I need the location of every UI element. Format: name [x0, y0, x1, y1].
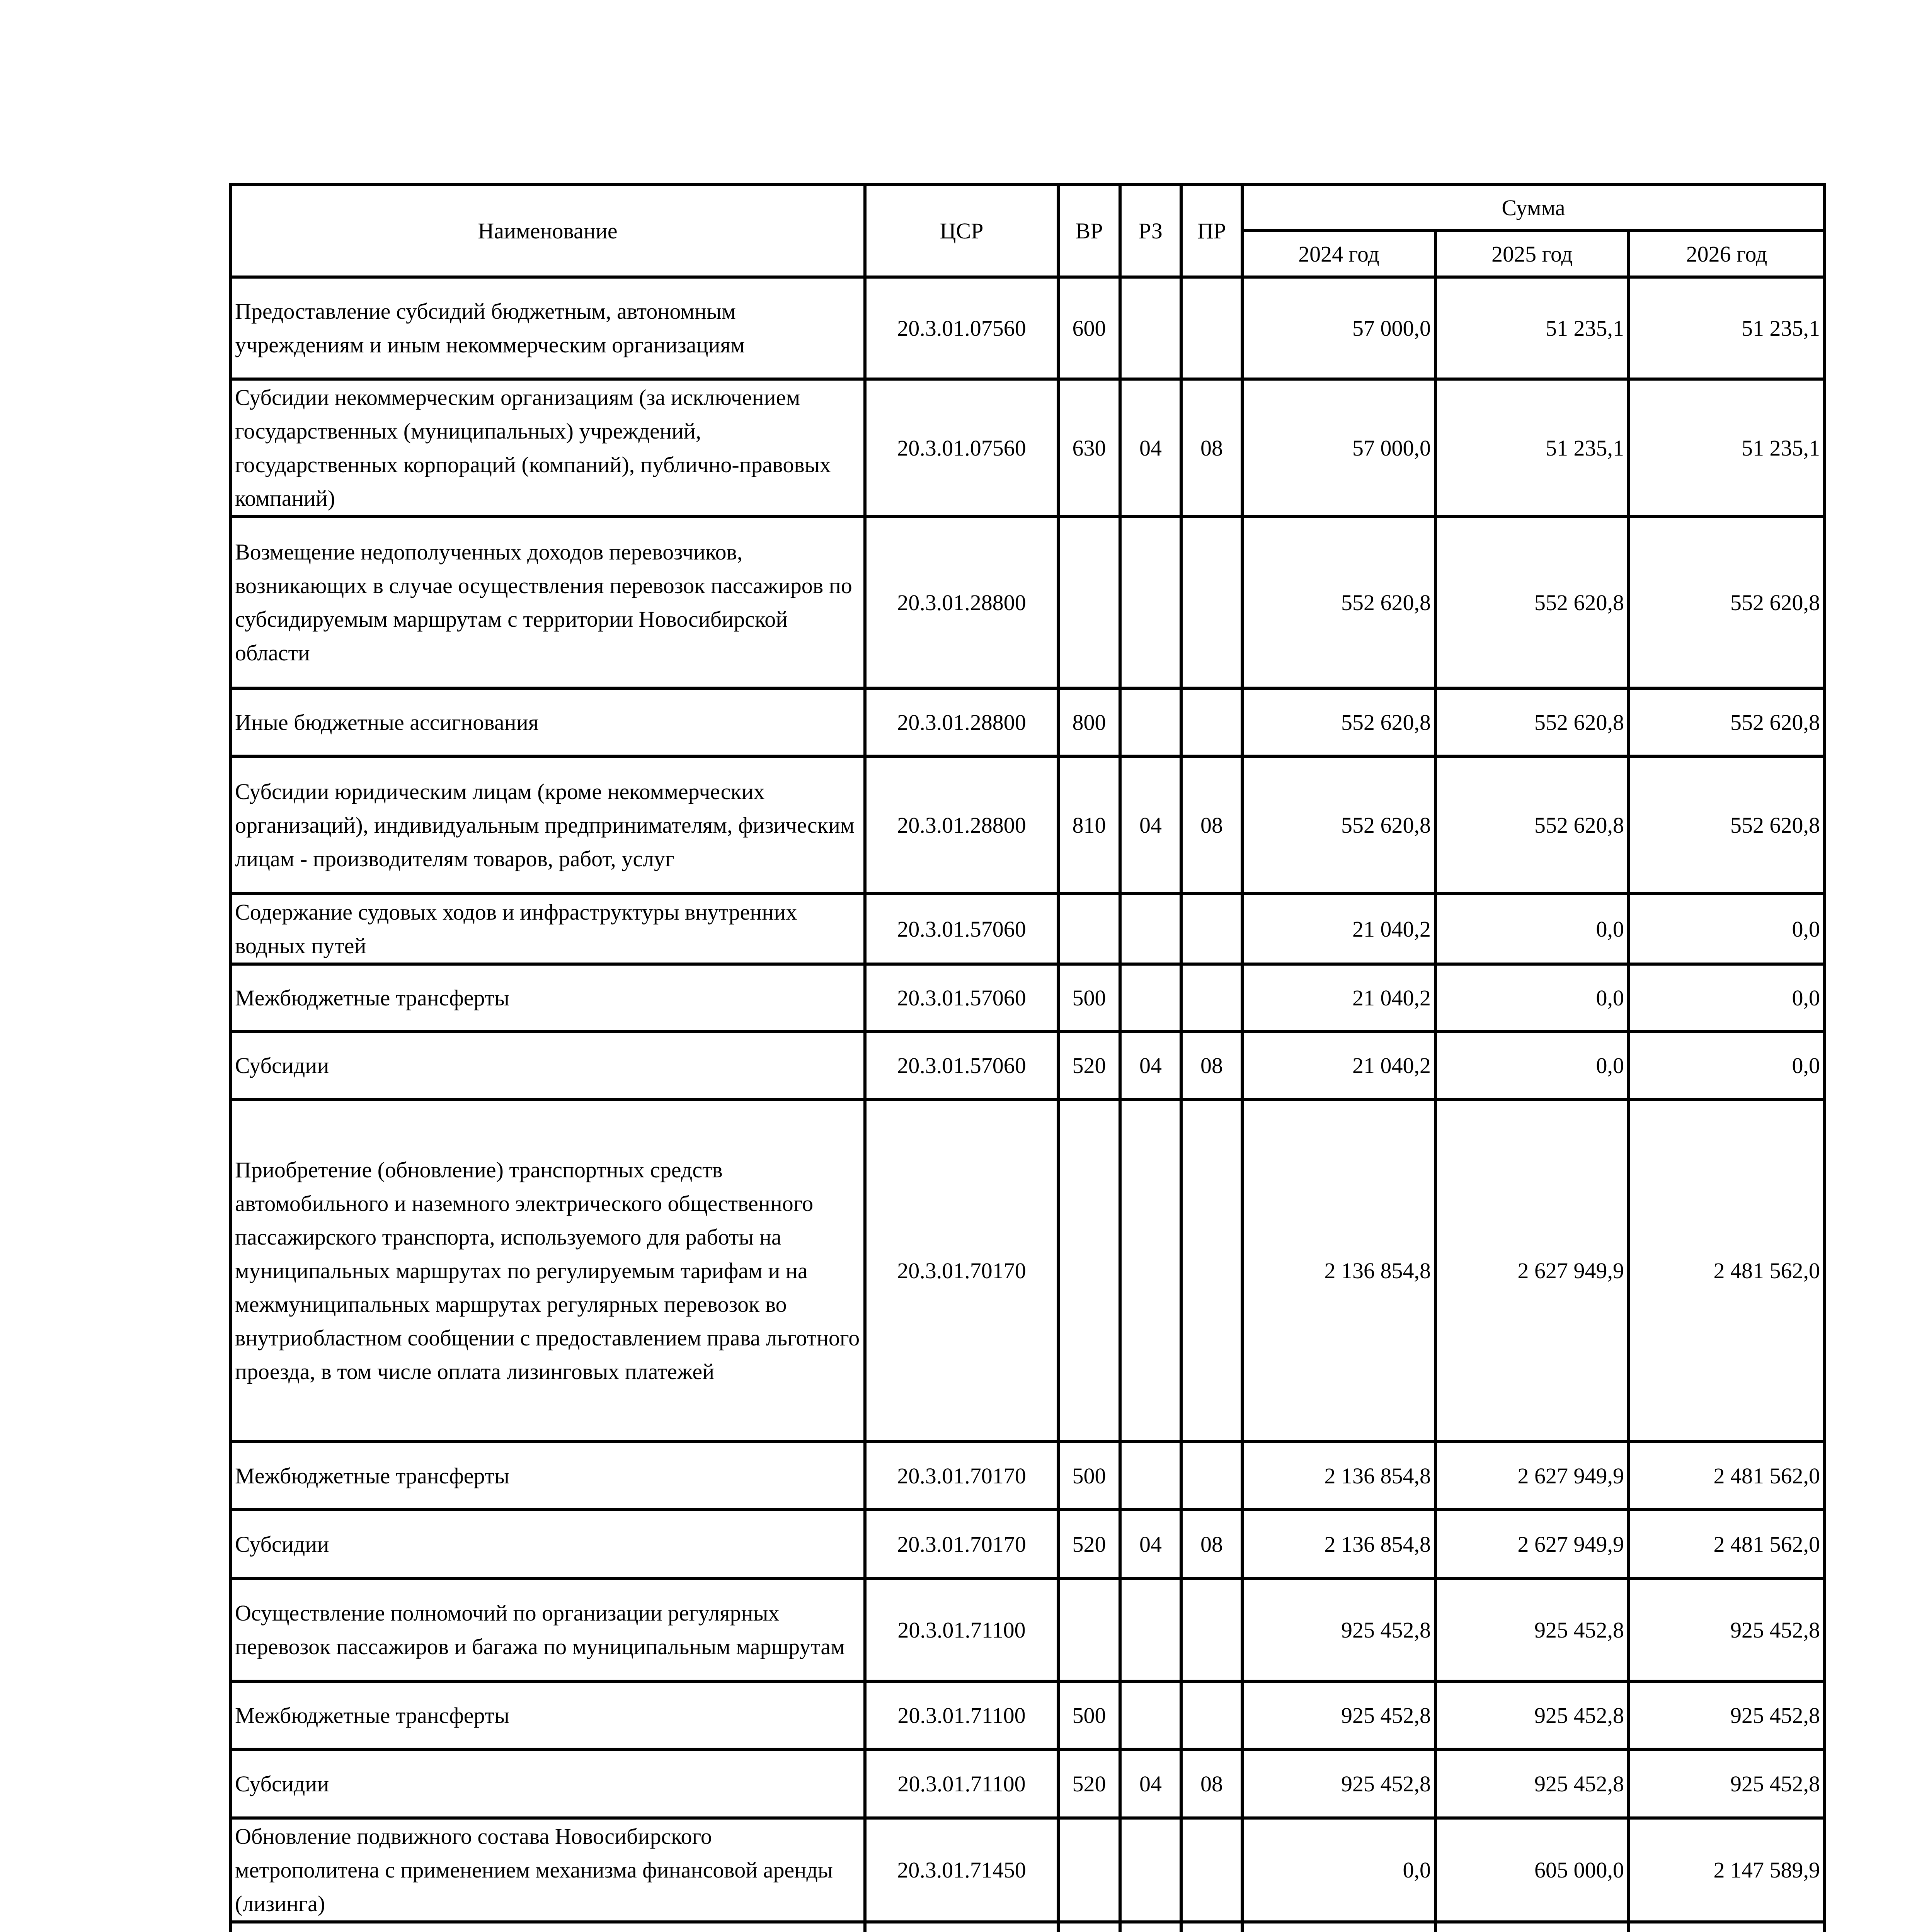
item-sum-2025: 925 452,8: [1435, 1578, 1629, 1681]
item-vr: 500: [1058, 964, 1120, 1031]
item-sum-2025: 51 235,1: [1435, 277, 1629, 379]
item-sum-2024: 2 136 854,8: [1242, 1510, 1435, 1578]
item-sum-2025: [1435, 1922, 1629, 1932]
item-vr: [1058, 1578, 1120, 1681]
table-row: [230, 517, 1825, 688]
item-vr: 600: [1058, 277, 1120, 379]
item-sum-2025: 51 235,1: [1435, 379, 1629, 517]
item-pr: [1181, 277, 1242, 379]
item-rz: 04: [1120, 379, 1181, 517]
item-rz: [1120, 1578, 1181, 1681]
item-pr: [1181, 1818, 1242, 1922]
header-rz: РЗ: [1120, 184, 1181, 277]
item-sum-2025: 0,0: [1435, 1031, 1629, 1099]
item-sum-2025: 2 627 949,9: [1435, 1099, 1629, 1442]
budget-table: [229, 183, 1826, 1932]
table-row: [230, 964, 1825, 1031]
item-name: Иные бюджетные ассигнования: [230, 688, 865, 756]
item-pr: 08: [1181, 379, 1242, 517]
item-sum-2024: 2 136 854,8: [1242, 1099, 1435, 1442]
item-csr: 20.3.01.70170: [865, 1510, 1058, 1578]
item-sum-2024: 552 620,8: [1242, 517, 1435, 688]
item-csr: 20.3.01.07560: [865, 379, 1058, 517]
item-csr: 20.3.01.07560: [865, 277, 1058, 379]
item-sum-2025: 925 452,8: [1435, 1749, 1629, 1818]
item-sum-2026: 0,0: [1629, 964, 1825, 1031]
item-vr: 500: [1058, 1442, 1120, 1510]
item-pr: 08: [1181, 1749, 1242, 1818]
item-pr: [1181, 1922, 1242, 1932]
header-vr: ВР: [1058, 184, 1120, 277]
item-sum-2024: 57 000,0: [1242, 277, 1435, 379]
table-row: [230, 1442, 1825, 1510]
item-rz: [1120, 277, 1181, 379]
item-csr: 20.3.01.28800: [865, 517, 1058, 688]
item-sum-2026: 925 452,8: [1629, 1749, 1825, 1818]
item-rz: [1120, 1922, 1181, 1932]
item-vr: 520: [1058, 1749, 1120, 1818]
item-sum-2026: 2 481 562,0: [1629, 1442, 1825, 1510]
item-rz: 04: [1120, 1031, 1181, 1099]
item-csr: 20.3.01.71450: [865, 1818, 1058, 1922]
table-row: [230, 1922, 1825, 1932]
item-vr: 800: [1058, 688, 1120, 756]
item-sum-2026: 2 481 562,0: [1629, 1510, 1825, 1578]
item-sum-2024: 21 040,2: [1242, 1031, 1435, 1099]
item-pr: [1181, 964, 1242, 1031]
table-row: [230, 1578, 1825, 1681]
item-sum-2025: 552 620,8: [1435, 517, 1629, 688]
item-sum-2024: 21 040,2: [1242, 964, 1435, 1031]
item-pr: [1181, 894, 1242, 964]
item-name: Субсидии: [230, 1749, 865, 1818]
item-rz: [1120, 1442, 1181, 1510]
table-row: [230, 1681, 1825, 1749]
item-sum-2025: 2 627 949,9: [1435, 1510, 1629, 1578]
item-name: Возмещение недополученных доходов перевозчиков, возникающих в случае осуществления перевозок пассажиров по субсидируемым маршрутам с территории Новосибирской области: [230, 517, 865, 688]
item-sum-2026: 2 481 562,0: [1629, 1099, 1825, 1442]
item-name: Субсидии: [230, 1510, 865, 1578]
header-name: Наименование: [230, 184, 865, 277]
item-rz: [1120, 688, 1181, 756]
item-sum-2024: 925 452,8: [1242, 1681, 1435, 1749]
item-sum-2026: 925 452,8: [1629, 1578, 1825, 1681]
item-sum-2025: 552 620,8: [1435, 756, 1629, 894]
item-rz: [1120, 1818, 1181, 1922]
item-vr: [1058, 894, 1120, 964]
header-year-2026: 2026 год: [1629, 231, 1825, 277]
item-sum-2024: [1242, 1922, 1435, 1932]
item-csr: 20.3.01.57060: [865, 1031, 1058, 1099]
item-vr: [1058, 517, 1120, 688]
item-vr: 520: [1058, 1031, 1120, 1099]
item-sum-2024: 552 620,8: [1242, 756, 1435, 894]
item-sum-2024: 2 136 854,8: [1242, 1442, 1435, 1510]
item-pr: 08: [1181, 1031, 1242, 1099]
item-sum-2024: 57 000,0: [1242, 379, 1435, 517]
item-sum-2025: 0,0: [1435, 894, 1629, 964]
item-csr: 20.3.01.28800: [865, 688, 1058, 756]
item-rz: 04: [1120, 1749, 1181, 1818]
item-pr: 08: [1181, 1510, 1242, 1578]
item-vr: [1058, 1099, 1120, 1442]
item-sum-2025: 2 627 949,9: [1435, 1442, 1629, 1510]
item-name: Межбюджетные трансферты: [230, 1681, 865, 1749]
item-vr: 810: [1058, 756, 1120, 894]
item-name: Субсидии юридическим лицам (кроме некоммерческих организаций), индивидуальным предпринимателям, физическим лицам - производителям товаров, работ, услуг: [230, 756, 865, 894]
item-name: Осуществление полномочий по организации регулярных перевозок пассажиров и багажа по муниципальным маршрутам: [230, 1578, 865, 1681]
item-vr: 520: [1058, 1510, 1120, 1578]
item-sum-2024: 552 620,8: [1242, 688, 1435, 756]
item-rz: 04: [1120, 1510, 1181, 1578]
item-csr: 20.3.01.57060: [865, 894, 1058, 964]
item-pr: 08: [1181, 756, 1242, 894]
item-pr: [1181, 1681, 1242, 1749]
item-csr: 20.3.01.70170: [865, 1442, 1058, 1510]
header-year-2024: 2024 год: [1242, 231, 1435, 277]
item-csr: [865, 1922, 1058, 1932]
item-pr: [1181, 1578, 1242, 1681]
header-sum: Сумма: [1242, 184, 1825, 231]
item-name: Субсидии некоммерческим организациям (за исключением государственных (муниципальных) учреждений, государственных корпораций (компаний), публично-правовых компаний): [230, 379, 865, 517]
item-csr: 20.3.01.70170: [865, 1099, 1058, 1442]
table-row: [230, 277, 1825, 379]
item-vr: 630: [1058, 379, 1120, 517]
table-row: [230, 1818, 1825, 1922]
table-row: [230, 1099, 1825, 1442]
table-body: [230, 277, 1825, 1932]
item-csr: 20.3.01.71100: [865, 1578, 1058, 1681]
item-sum-2026: 0,0: [1629, 1031, 1825, 1099]
item-sum-2026: 51 235,1: [1629, 379, 1825, 517]
item-name: Межбюджетные трансферты: [230, 964, 865, 1031]
table-row: [230, 1031, 1825, 1099]
table-row: [230, 379, 1825, 517]
item-vr: [1058, 1922, 1120, 1932]
item-sum-2026: 51 235,1: [1629, 277, 1825, 379]
item-name: Содержание судовых ходов и инфраструктуры внутренних водных путей: [230, 894, 865, 964]
item-csr: 20.3.01.57060: [865, 964, 1058, 1031]
item-name: Приобретение (обновление) транспортных средств автомобильного и наземного электрического общественного пассажирского транспорта, используемого для работы на муниципальных маршрутах по регулируемым тарифам и на межмуниципальных маршрутах регулярных перевозок во внутриобластном сообщении с предоставлением права льготного проезда, в том числе оплата лизинговых платежей: [230, 1099, 865, 1442]
item-name: Обновление подвижного состава Новосибирского метрополитена с применением механизма финансовой аренды (лизинга): [230, 1818, 865, 1922]
item-rz: 04: [1120, 756, 1181, 894]
table-row: [230, 1749, 1825, 1818]
item-sum-2026: 0,0: [1629, 894, 1825, 964]
table-row: [230, 894, 1825, 964]
item-rz: [1120, 894, 1181, 964]
item-sum-2025: 605 000,0: [1435, 1818, 1629, 1922]
item-sum-2024: 0,0: [1242, 1818, 1435, 1922]
item-rz: [1120, 517, 1181, 688]
item-name: [230, 1922, 865, 1932]
item-sum-2024: 925 452,8: [1242, 1749, 1435, 1818]
header-pr: ПР: [1181, 184, 1242, 277]
item-csr: 20.3.01.71100: [865, 1749, 1058, 1818]
item-sum-2025: 0,0: [1435, 964, 1629, 1031]
header-year-2025: 2025 год: [1435, 231, 1629, 277]
item-vr: 500: [1058, 1681, 1120, 1749]
item-sum-2026: 552 620,8: [1629, 517, 1825, 688]
item-sum-2026: 552 620,8: [1629, 688, 1825, 756]
item-csr: 20.3.01.28800: [865, 756, 1058, 894]
item-sum-2026: 925 452,8: [1629, 1681, 1825, 1749]
item-pr: [1181, 688, 1242, 756]
item-sum-2024: 21 040,2: [1242, 894, 1435, 964]
item-pr: [1181, 1442, 1242, 1510]
item-sum-2025: 552 620,8: [1435, 688, 1629, 756]
item-csr: 20.3.01.71100: [865, 1681, 1058, 1749]
item-sum-2024: 925 452,8: [1242, 1578, 1435, 1681]
item-name: Предоставление субсидий бюджетным, автономным учреждениям и иным некоммерческим организациям: [230, 277, 865, 379]
item-sum-2026: 552 620,8: [1629, 756, 1825, 894]
table-row: [230, 1510, 1825, 1578]
item-sum-2025: 925 452,8: [1435, 1681, 1629, 1749]
item-pr: [1181, 1099, 1242, 1442]
table-row: [230, 756, 1825, 894]
item-rz: [1120, 1099, 1181, 1442]
item-sum-2026: [1629, 1922, 1825, 1932]
item-rz: [1120, 1681, 1181, 1749]
item-sum-2026: 2 147 589,9: [1629, 1818, 1825, 1922]
item-name: Межбюджетные трансферты: [230, 1442, 865, 1510]
item-vr: [1058, 1818, 1120, 1922]
item-rz: [1120, 964, 1181, 1031]
table-row: [230, 688, 1825, 756]
item-pr: [1181, 517, 1242, 688]
header-csr: ЦСР: [865, 184, 1058, 277]
item-name: Субсидии: [230, 1031, 865, 1099]
